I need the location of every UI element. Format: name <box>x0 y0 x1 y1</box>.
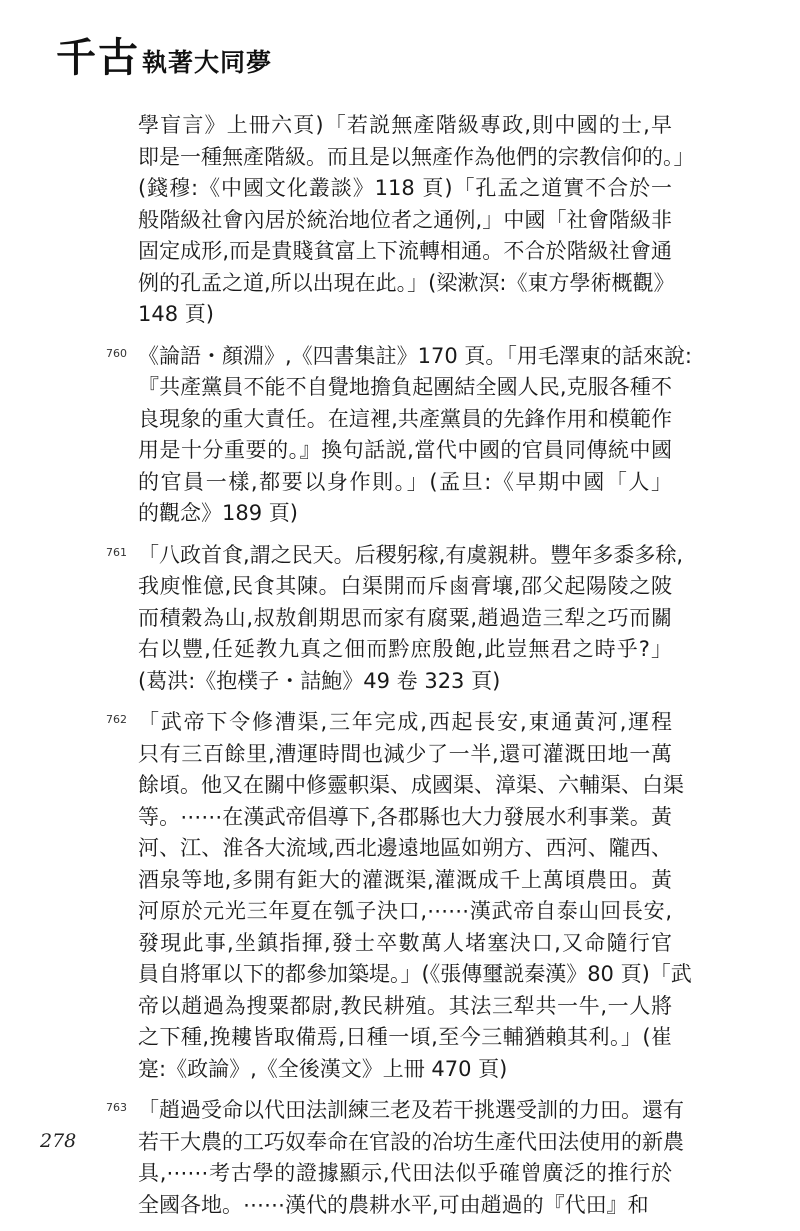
footnote-text-line: 「趙過受命以代田法訓練三老及若干挑選受訓的力田。還有 <box>138 1098 684 1122</box>
footnote-text-line: 「武帝下令修漕渠,三年完成,西起長安,東通黃河,運程 <box>138 710 672 734</box>
footnote-text-line: 「八政首食,謂之民天。后稷躬稼,有虞親耕。豐年多黍多稌, <box>138 542 684 567</box>
footnote-text-line: 河、江、淮各大流域,西北邊遠地區如朔方、西河、隴西、 <box>138 836 672 860</box>
footnote-text-line: 『共產黨員不能不自覺地擔負起團結全國人民,克服各種不 <box>138 375 672 399</box>
footnote-text-line: 寔:《政論》,《全後漢文》上冊 470 頁) <box>138 1056 508 1081</box>
footnote-text-line: 而積穀為山,叔敖創期思而家有腐粟,趙過造三犁之巧而關 <box>138 605 672 630</box>
footnote-text-line: 的官員一樣,都要以身作則。」(孟旦:《早期中國「人」 <box>138 469 672 494</box>
footnote-text-line: 河原於元光三年夏在瓠子決口,⋯⋯漢武帝自泰山回長安, <box>138 899 672 923</box>
footnote-text-line: 酒泉等地,多開有鉅大的灌溉渠,灌溉成千上萬頃農田。黃 <box>138 867 672 892</box>
footnote-text-line: (葛洪:《抱樸子・詰鮑》49 卷 323 頁) <box>138 668 501 693</box>
footnote-text-line: 固定成形,而是貴賤貧富上下流轉相通。不合於階級社會通 <box>138 239 672 263</box>
footnote <box>0 707 800 1085</box>
footnote-text-line: 右以豐,任延教九真之佃而黔庶殷飽,此豈無君之時乎?」 <box>138 637 672 661</box>
footnote-text-line: 學盲言》上冊六頁)「若説無產階級專政,則中國的士,早 <box>138 113 672 137</box>
footnote <box>0 341 800 530</box>
footnote-text-line: (錢穆:《中國文化叢談》118 頁)「孔孟之道實不合於一 <box>138 176 672 200</box>
footnote-text-line: 般階級社會內居於統治地位者之通例,」中國「社會階級非 <box>138 207 672 232</box>
footnote-number: 762 <box>106 713 127 726</box>
running-head <box>56 26 272 83</box>
footnote-text-line: 員自將軍以下的都參加築堤。」(《張傳璽説秦漢》80 頁)「武 <box>138 962 692 986</box>
footnote-text-line: 例的孔孟之道,所以出現在此。」(梁漱溟:《東方學術概觀》 <box>138 270 675 295</box>
footnote <box>0 540 800 698</box>
footnote-text-line: 帝以趙過為搜粟都尉,教民耕殖。其法三犁共一牛,一人將 <box>138 993 672 1018</box>
footnote <box>0 1095 800 1221</box>
footnote-text-line: 148 頁) <box>138 302 214 326</box>
footnote-text-line: 用是十分重要的。』換句話説,當代中國的官員同傳統中國 <box>138 438 672 462</box>
footnote-text-line: 只有三百餘里,漕運時間也減少了一半,還可灌溉田地一萬 <box>138 741 672 766</box>
footnote-text-line: 全國各地。⋯⋯漢代的農耕水平,可由趙過的『代田』和 <box>138 1192 649 1217</box>
footnote-text-line: 即是一種無產階級。而且是以無產作為他們的宗教信仰的。」 <box>138 144 695 169</box>
running-head-title: 千古 <box>56 34 140 81</box>
footnote-text-line: 之下種,挽耬皆取備焉,日種一頃,至今三輔猶賴其利。」(崔 <box>138 1025 672 1049</box>
page-number: 278 <box>40 1130 77 1152</box>
footnotes-body <box>0 110 800 1231</box>
footnote-text-line: 發現此事,坐鎮指揮,發士卒數萬人堵塞決口,又命隨行官 <box>138 930 672 955</box>
footnote-text-line: 等。⋯⋯在漢武帝倡導下,各郡縣也大力發展水利事業。黃 <box>138 804 672 829</box>
footnote-text-line: 若干大農的工巧奴奉命在官設的冶坊生產代田法使用的新農 <box>138 1129 684 1154</box>
footnote-text-line: 具,⋯⋯考古學的證據顯示,代田法似乎確曾廣泛的推行於 <box>138 1161 672 1185</box>
footnote-text-line: 《論語・顏淵》,《四書集註》170 頁。「用毛澤東的話來說: <box>138 343 693 368</box>
running-head-subtitle: 執著大同夢 <box>142 48 273 77</box>
footnote-text-line: 餘頃。他又在關中修靈軹渠、成國渠、漳渠、六輔渠、白渠 <box>138 773 684 797</box>
footnote-text-line: 良現象的重大責任。在這裡,共產黨員的先鋒作用和模範作 <box>138 406 672 431</box>
footnote-text-line: 我庾惟億,民食其陳。白渠開而斥鹵膏壤,邵父起陽陵之陂 <box>138 574 672 598</box>
footnote-number: 763 <box>106 1101 127 1114</box>
footnote-number: 761 <box>106 545 127 559</box>
footnote-text-line: 的觀念》189 頁) <box>138 501 298 525</box>
footnote-number: 760 <box>106 346 127 360</box>
footnote <box>0 110 800 331</box>
